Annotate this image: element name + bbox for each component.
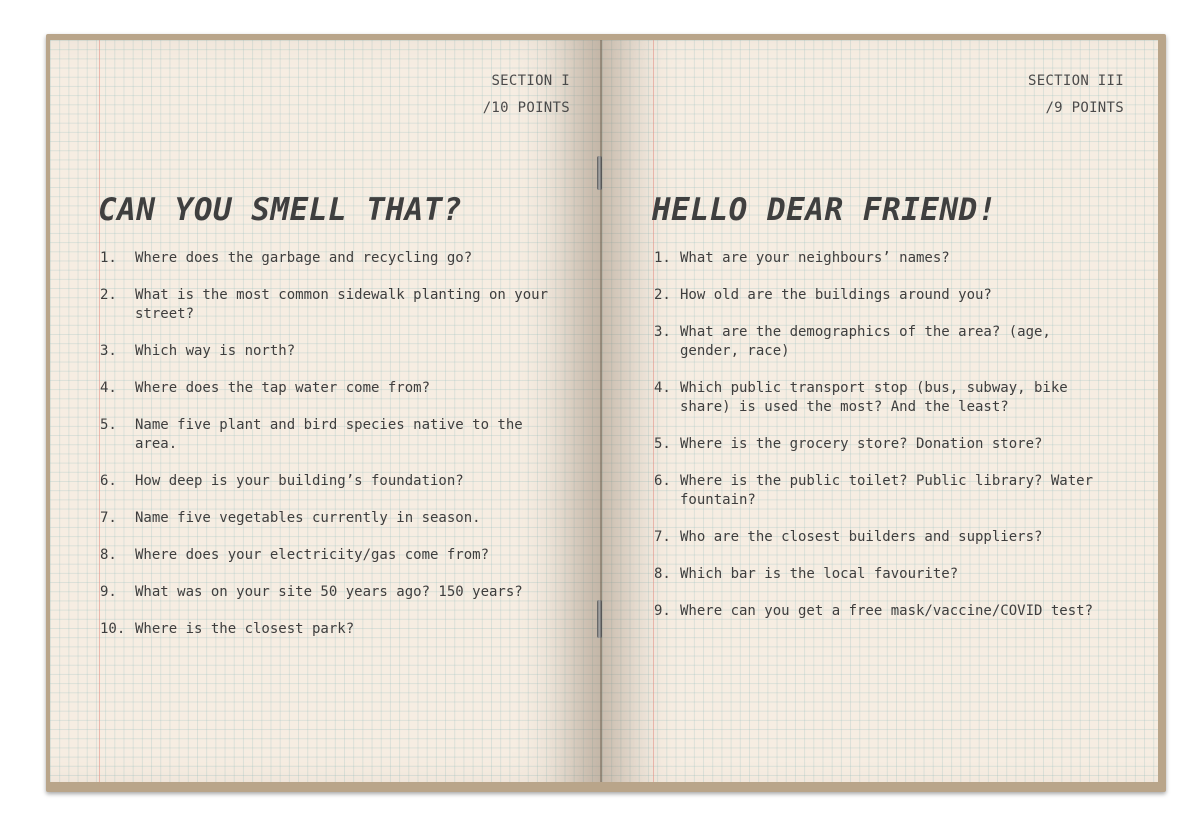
question-text: Which way is north? [135, 343, 296, 359]
question-item [654, 379, 1114, 417]
question-item [100, 286, 570, 324]
question-text: What is the most common sidewalk planting on your street? [135, 287, 549, 322]
question-number: 7. [100, 510, 117, 526]
question-number: 4. [654, 380, 671, 396]
question-number: 6. [100, 473, 117, 489]
question-text: What was on your site 50 years ago? 150 years? [135, 584, 523, 600]
question-number: 3. [654, 324, 671, 340]
question-item [100, 342, 570, 361]
notebook-spine [600, 40, 602, 782]
question-number: 7. [654, 529, 671, 545]
question-item [100, 583, 570, 602]
staple-bottom [597, 600, 602, 638]
question-number: 2. [654, 287, 671, 303]
question-item [654, 602, 1114, 621]
question-text: What are your neighbours’ names? [680, 250, 950, 266]
question-text: Where does the tap water come from? [135, 380, 431, 396]
question-number: 9. [100, 584, 117, 600]
question-number: 3. [100, 343, 117, 359]
question-item [100, 249, 570, 268]
question-text: How old are the buildings around you? [680, 287, 992, 303]
left-question-list [100, 249, 570, 657]
question-number: 1. [654, 250, 671, 266]
question-number: 4. [100, 380, 117, 396]
question-text: Where is the closest park? [135, 621, 355, 637]
question-number: 5. [100, 417, 117, 433]
question-text: Where does your electricity/gas come from? [135, 547, 490, 563]
question-text: Where can you get a free mask/vaccine/COVID test? [680, 603, 1094, 619]
question-number: 6. [654, 473, 671, 489]
left-section-header [483, 68, 570, 122]
question-item [654, 249, 1114, 268]
question-number: 9. [654, 603, 671, 619]
left-page [50, 40, 602, 782]
question-item [100, 509, 570, 528]
left-page-title: CAN YOU SMELL THAT? [98, 192, 463, 228]
right-question-list [654, 249, 1114, 639]
question-item [654, 565, 1114, 584]
question-text: Name five vegetables currently in season. [135, 510, 481, 526]
right-section-label: SECTION III [1027, 73, 1124, 89]
question-number: 10. [100, 621, 126, 637]
question-text: Who are the closest builders and suppliers? [680, 529, 1043, 545]
question-item [100, 472, 570, 491]
question-text: What are the demographics of the area? (age, gender, race) [680, 324, 1051, 359]
question-item [654, 286, 1114, 305]
question-item [100, 379, 570, 398]
question-number: 8. [654, 566, 671, 582]
question-text: Which public transport stop (bus, subway, bike share) is used the most? And the least? [680, 380, 1068, 415]
right-section-points: /9 POINTS [1045, 100, 1124, 116]
question-text: Where is the grocery store? Donation store? [680, 436, 1043, 452]
question-number: 5. [654, 436, 671, 452]
question-number: 8. [100, 547, 117, 563]
question-text: Where is the public toilet? Public library? Water fountain? [680, 473, 1094, 508]
question-item [654, 472, 1114, 510]
question-item [654, 435, 1114, 454]
question-item [100, 620, 570, 639]
question-item [100, 546, 570, 565]
left-section-points: /10 POINTS [482, 100, 570, 116]
question-text: How deep is your building’s foundation? [135, 473, 464, 489]
question-number: 2. [100, 287, 117, 303]
right-page-title: HELLO DEAR FRIEND! [652, 192, 997, 228]
right-section-header [1028, 68, 1124, 122]
question-number: 1. [100, 250, 117, 266]
staple-top [597, 156, 602, 190]
question-text: Where does the garbage and recycling go? [135, 250, 473, 266]
question-text: Which bar is the local favourite? [680, 566, 959, 582]
question-text: Name five plant and bird species native to the area. [135, 417, 523, 452]
question-item [100, 416, 570, 454]
question-item [654, 528, 1114, 547]
question-item [654, 323, 1114, 361]
right-page [602, 40, 1158, 782]
left-section-label: SECTION I [491, 73, 570, 89]
